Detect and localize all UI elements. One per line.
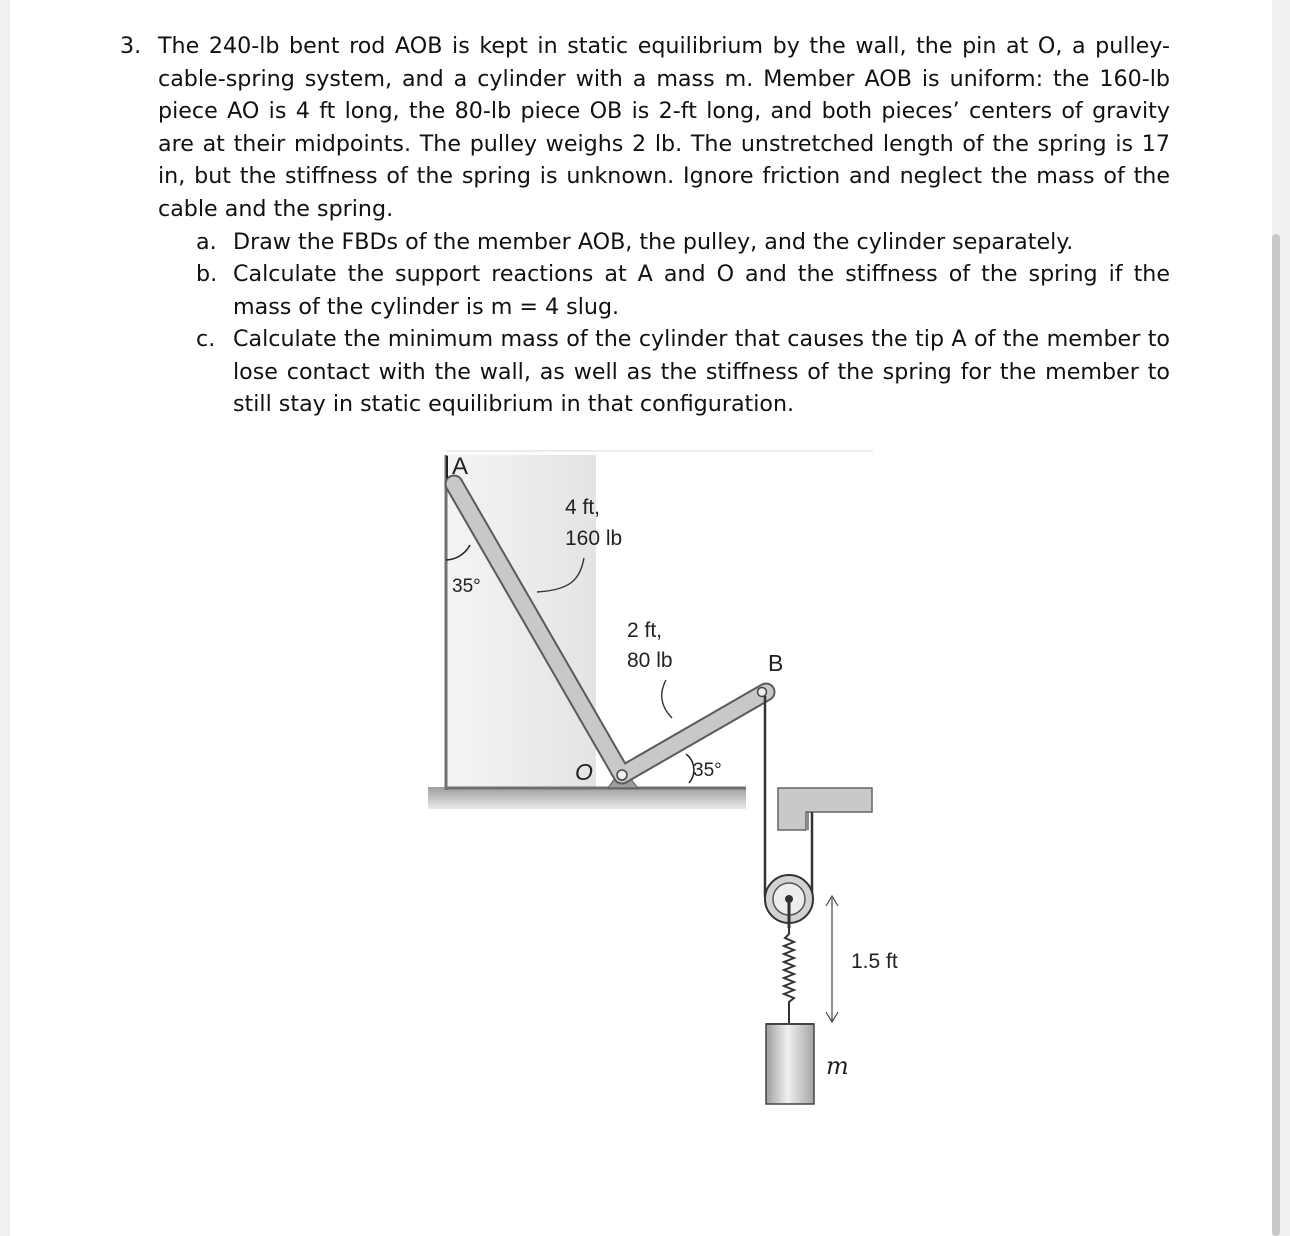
- dimension-1-5ft: [826, 896, 838, 1022]
- ao-length-label: 4 ft,: [565, 496, 601, 519]
- part-text: Draw the FBDs of the member AOB, the pulley, and the cylinder separately.: [233, 229, 1074, 255]
- part-label: c.: [196, 326, 216, 352]
- wall-angle-label: 35°: [452, 576, 481, 597]
- vertical-scrollbar[interactable]: [1272, 234, 1280, 1236]
- problem-number: 3.: [120, 33, 142, 59]
- label-m: m: [826, 1052, 849, 1080]
- label-a: A: [452, 453, 469, 480]
- document-page: [10, 0, 1272, 1236]
- part-label: a.: [196, 229, 217, 255]
- label-o: O: [575, 759, 593, 785]
- ob-weight-label: 80 lb: [627, 649, 673, 672]
- ob-length-label: 2 ft,: [627, 619, 663, 642]
- part-text: Calculate the minimum mass of the cylinder that causes the tip A of the member to lose contact with the wall, as well as the stiffness of the spring for the member to still stay in static equilibrium in that configuration.: [233, 326, 1170, 418]
- label-b: B: [768, 650, 784, 676]
- ob-leader-line: [662, 680, 672, 718]
- ceiling-bracket: [778, 788, 872, 830]
- pulley: [765, 875, 813, 928]
- problem-statement: The 240-lb bent rod AOB is kept in static equilibrium by the wall, the pin at O, a pulley-cable-spring system, and a cylinder with a mass m. Member AOB is uniform: the 160-lb piece AO is 4 ft long, the 80-lb piece OB is 2-ft long, and both pieces’ centers of gravity are at their midpoints. The pulley weighs 2 lb. The unstretched length of the spring is 17 in, but the stiffness of the spring is unknown. Ignore friction and neglect the mass of the cable and the spring.: [158, 33, 1170, 222]
- part-label: b.: [196, 261, 218, 287]
- cylinder-mass: [766, 1024, 814, 1104]
- part-text: Calculate the support reactions at A and O and the stiffness of the spring if the mass of the cylinder is m = 4 slug.: [233, 261, 1170, 320]
- spring-dimension-label: 1.5 ft: [851, 950, 898, 973]
- pin-o: [617, 770, 627, 780]
- ao-weight-label: 160 lb: [565, 527, 623, 550]
- pin-b: [758, 688, 767, 697]
- spring: [784, 928, 794, 1024]
- floor-angle-label: 35°: [693, 760, 722, 781]
- mechanism-figure: [410, 440, 930, 1220]
